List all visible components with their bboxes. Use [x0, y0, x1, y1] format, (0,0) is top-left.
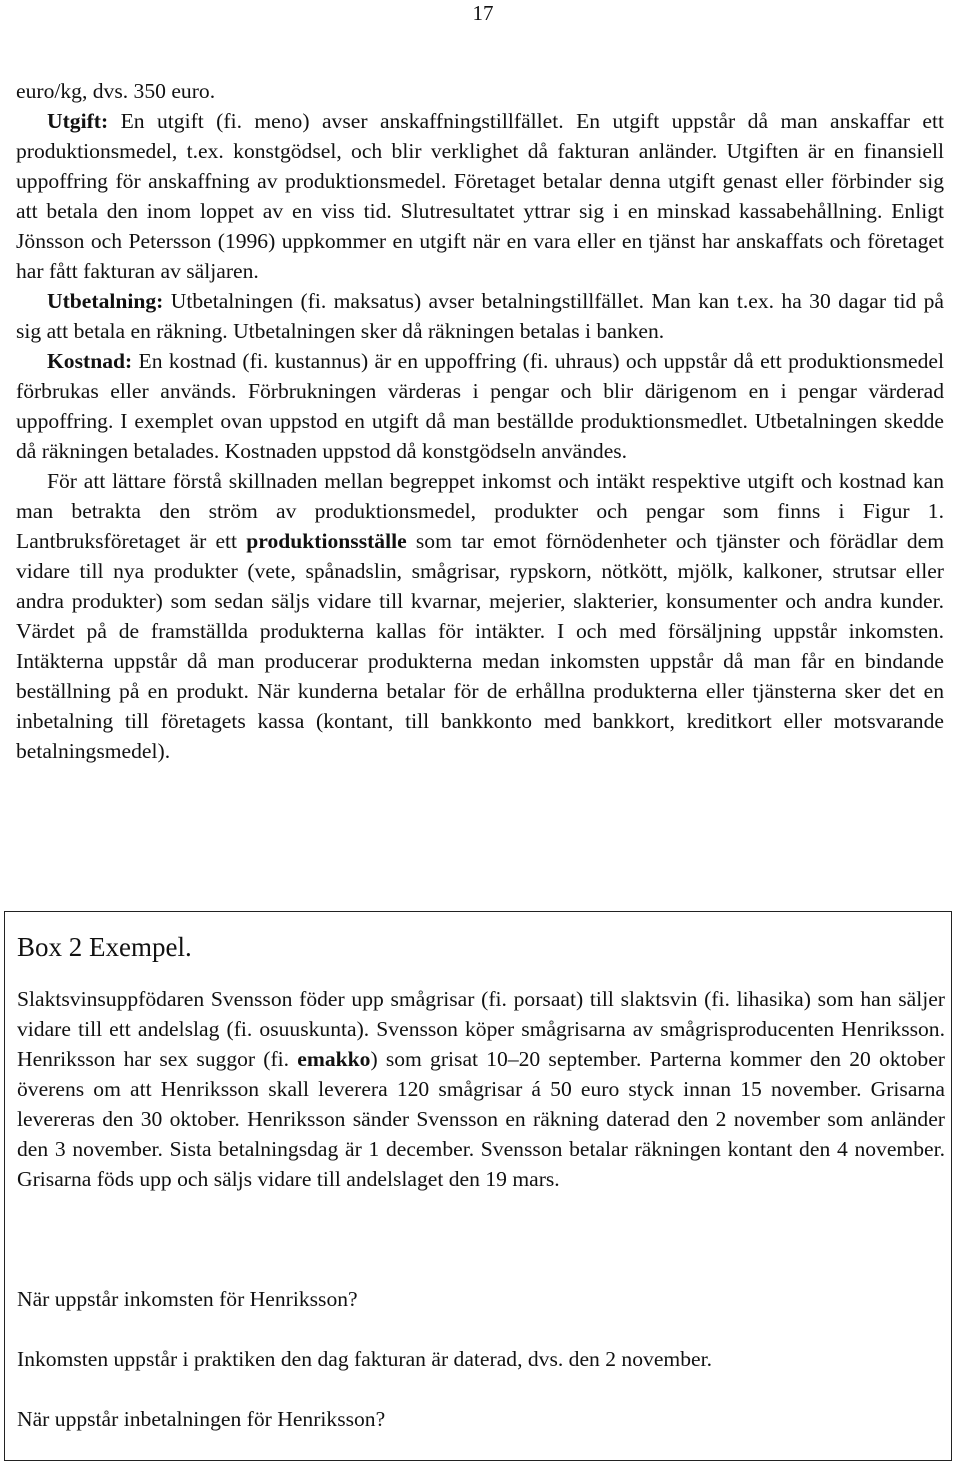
example-box [4, 911, 952, 1461]
box-example-text [17, 984, 945, 1194]
paragraph-kostnad [16, 346, 944, 466]
term-kostnad: Kostnad: [47, 349, 133, 373]
page-number: 17 [472, 1, 494, 25]
term-utgift: Utgift: [47, 109, 109, 133]
paragraph-produktionsstalle [16, 466, 944, 766]
paragraph-utgift [16, 106, 944, 286]
paragraph-intro [16, 76, 944, 106]
box-question-1: När uppstår inkomsten för Henriksson? [17, 1287, 358, 1311]
body-text [16, 76, 944, 766]
text-run: ) som grisat 10–20 september. Parterna kommer den 20 oktober överens om att Henriksson skall leverera 120 smågrisar á 50 euro styck innan 15 november. Grisarna levereras den 30 oktober. Henriksson sänder Svensson en räkning daterad den 2 november som anländer den 3 november. Sista betalningsdag är 1 december. Svensson betalar räkningen kontant den 4 november. Grisarna föds upp och säljs vidare till andelslaget den 19 mars. [17, 1047, 945, 1191]
term-emakko: emakko [297, 1047, 371, 1071]
paragraph-utbetalning [16, 286, 944, 346]
box-question-2: När uppstår inbetalningen för Henriksson? [17, 1407, 386, 1431]
text-run: Utbetalningen (fi. maksatus) avser betalningstillfället. Man kan t.ex. ha 30 dagar tid på sig att betala en räkning. Utbetalningen sker då räkningen betalas i banken. [16, 289, 944, 343]
term-produktionsstalle: produktionsställe [246, 529, 407, 553]
text-run: För att lättare förstå skillnaden mellan begreppet inkomst och intäkt respektive utgift och kostnad kan man betrakta den ström av produktionsmedel, produkter och pengar som finns i Figur 1. Lantbruksföretaget är ett [16, 469, 944, 553]
text-run: euro/kg, dvs. 350 euro. [16, 79, 216, 103]
text-run: En kostnad (fi. kustannus) är en uppoffring (fi. uhraus) och uppstår då ett produktionsmedel förbrukas eller används. Förbrukningen värderas i pengar och blir därigenom en i pengar värderad uppoffring. I exemplet ovan uppstod en utgift då man beställde produktionsmedlet. Utbetalningen skedde då räkningen betalades. Kostnaden uppstod då konstgödseln användes. [16, 349, 944, 463]
term-utbetalning: Utbetalning: [47, 289, 164, 313]
text-run: Slaktsvinsuppfödaren Svensson föder upp smågrisar (fi. porsaat) till slaktsvin (fi. lihasika) som han säljer vidare till ett andelslag (fi. osuuskunta). Svensson köper smågrisarna av smågrisproducenten Henriksson. Henriksson har sex suggor (fi. [17, 987, 945, 1071]
text-run: En utgift (fi. meno) avser anskaffningstillfället. En utgift uppstår då man anskaffar ett produktionsmedel, t.ex. konstgödsel, och blir verklighet då fakturan anländer. Utgiften är en finansiell uppoffring för anskaffning av produktionsmedel. Företaget betalar denna utgift genast eller förbinder sig att betala den inom loppet av en viss tid. Slutresultatet yttrar sig i en minskad kassabehållning. Enligt Jönsson och Petersson (1996) uppkommer en utgift när en vara eller en tjänst har anskaffats och företaget har fått fakturan av säljaren. [16, 109, 944, 283]
box-answer-1: Inkomsten uppstår i praktiken den dag fakturan är daterad, dvs. den 2 november. [17, 1347, 712, 1371]
box-title: Box 2 Exempel. [17, 932, 192, 962]
text-run: som tar emot förnödenheter och tjänster och förädlar dem vidare till nya produkter (vete, spånadslin, smågrisar, rypskorn, nötkött, mjölk, kalkoner, strutsar eller andra produkter) som sedan säljs vidare till kvarnar, mejerier, slakterier, konsumenter och andra kunder. Värdet på de framställda produkterna kallas för intäkter. I och med försäljning uppstår inkomsten. Intäkterna uppstår då man producerar produkterna medan inkomsten uppstår då man får en bindande beställning på en produkt. När kunderna betalar för de erhållna produkterna eller tjänsterna sker det en inbetalning till företagets kassa (kontant, till bankkonto med bankkort, kreditkort eller motsvarande betalningsmedel). [16, 529, 944, 763]
